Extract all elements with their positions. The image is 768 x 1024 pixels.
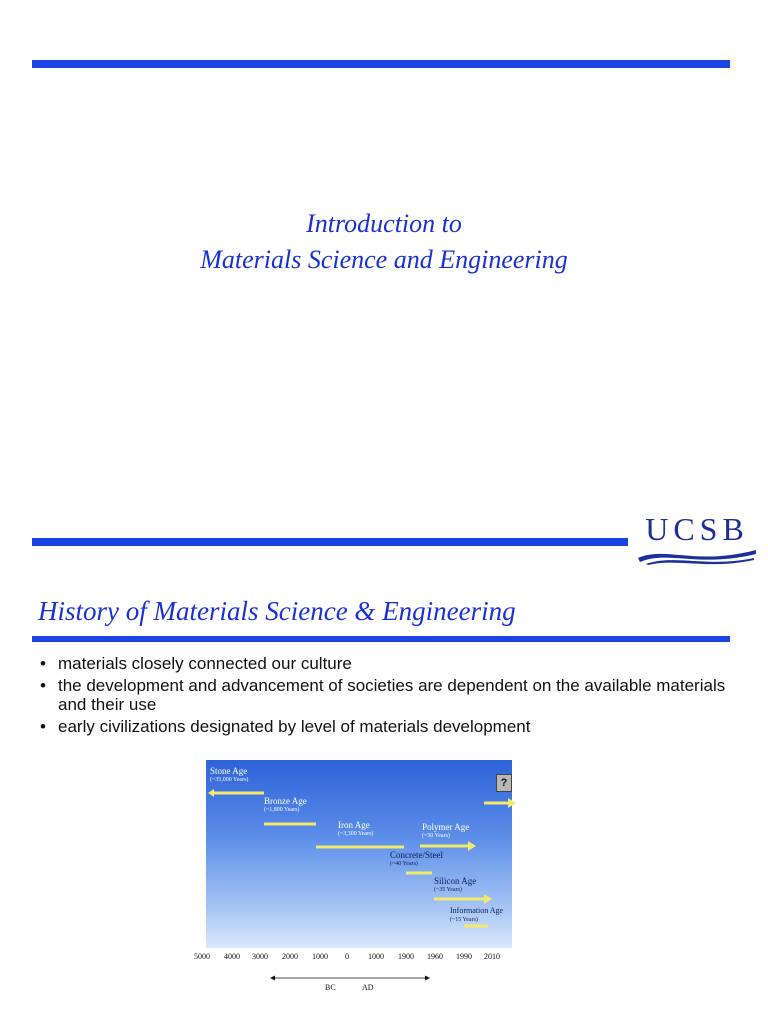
iron-age-label: Iron Age (~3,300 Years) [338, 820, 374, 837]
stone-age-arrowhead [208, 789, 214, 797]
era-indicator [270, 974, 430, 994]
axis-tick: 1000 [312, 952, 328, 961]
polymer-age-label: Polymer Age (~50 Years) [422, 822, 470, 839]
era-arrow-icon [270, 974, 430, 982]
ad-label: AD [362, 983, 374, 992]
title-line-1: Introduction to [306, 209, 462, 238]
information-age-label: Information Age (~15 Years) [450, 906, 504, 923]
axis-tick: 1990 [456, 952, 472, 961]
bronze-age-label: Bronze Age (~1,800 Years) [264, 796, 307, 813]
bullet-item: • materials closely connected our culture [38, 654, 738, 673]
stone-age-label: Stone Age (~35,000 Years) [210, 766, 249, 783]
axis-tick: 1960 [427, 952, 443, 961]
axis-tick: 0 [345, 952, 349, 961]
axis-tick: 1900 [398, 952, 414, 961]
axis-tick: 2010 [484, 952, 500, 961]
concrete-steel-label: Concrete/Steel (~40 Years) [390, 850, 443, 867]
axis-tick: 3000 [252, 952, 268, 961]
bullet-item: • the development and advancement of societies are dependent on the available materials and their use [38, 676, 738, 714]
slide-heading: History of Materials Science & Engineering [38, 596, 516, 626]
bullet-list [38, 654, 738, 739]
wave-icon [636, 544, 758, 566]
slide-title [0, 206, 768, 278]
heading-divider [32, 636, 730, 642]
unknown-future-marker: ? [496, 774, 512, 792]
silicon-age-arrowhead [484, 894, 492, 904]
axis-tick: 5000 [194, 952, 210, 961]
bullet-item: • early civilizations designated by level of materials development [38, 717, 738, 736]
future-arrow-icon [484, 796, 518, 810]
axis-tick: 1000 [368, 952, 384, 961]
logo-text: UCSB [645, 511, 749, 547]
slide-divider [32, 538, 628, 546]
ucsb-logo [636, 510, 758, 566]
top-divider [32, 60, 730, 68]
bc-label: BC [325, 983, 336, 992]
axis-tick: 2000 [282, 952, 298, 961]
silicon-age-label: Silicon Age (~35 Years) [434, 876, 477, 893]
polymer-age-arrowhead [468, 841, 476, 851]
title-line-2: Materials Science and Engineering [200, 245, 568, 274]
timeline-axis [194, 952, 514, 966]
materials-timeline [206, 760, 512, 948]
axis-tick: 4000 [224, 952, 240, 961]
